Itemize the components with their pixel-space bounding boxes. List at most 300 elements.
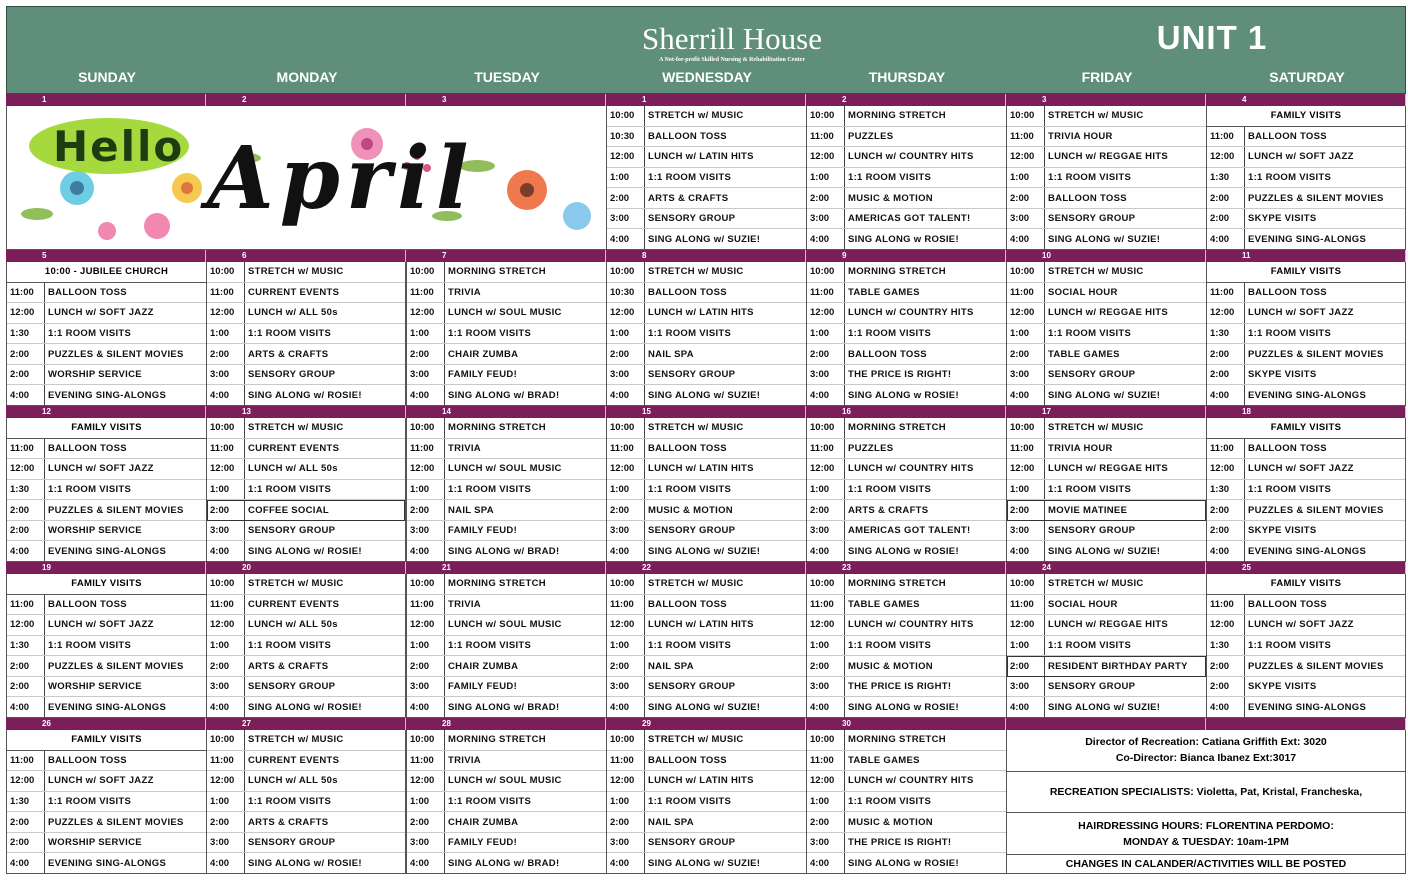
facility-title: Sherrill House xyxy=(642,21,822,56)
activity-row xyxy=(1207,283,1405,304)
activity-row xyxy=(407,697,606,717)
activity-row xyxy=(207,324,405,345)
activity-time: 1:30 xyxy=(7,636,45,656)
day-header-wednesday: WEDNESDAY xyxy=(662,69,752,85)
activity-name: SING ALONG w ROSIE! xyxy=(848,389,959,401)
activity-name: LUNCH w/ LATIN HITS xyxy=(648,307,754,319)
activity-name: MUSIC & MOTION xyxy=(648,504,733,516)
activity-time: 2:00 xyxy=(407,656,445,676)
activity-row xyxy=(407,283,606,304)
date-number: 22 xyxy=(606,562,806,574)
activity-row xyxy=(1207,147,1405,168)
activity-name: SING ALONG w/ BRAD! xyxy=(448,701,560,713)
activity-row xyxy=(7,636,206,657)
activity-name: LUNCH w/ SOUL MUSIC xyxy=(448,307,562,319)
activity-time: 10:00 xyxy=(1007,574,1045,594)
activity-time: 10:00 xyxy=(407,730,445,750)
activity-time: 1:00 xyxy=(607,636,645,656)
day-cell xyxy=(1006,106,1206,250)
activity-name: AMERICAS GOT TALENT! xyxy=(848,213,971,225)
activity-name: BALLOON TOSS xyxy=(648,130,727,142)
activity-name: MORNING STRETCH xyxy=(848,422,946,434)
day-header-activity: FAMILY VISITS xyxy=(1207,262,1405,283)
activity-row xyxy=(807,541,1006,561)
activity-name: FAMILY FEUD! xyxy=(448,369,518,381)
date-number: 4 xyxy=(1206,94,1406,106)
activity-row xyxy=(407,771,606,792)
activity-name: 1:1 ROOM VISITS xyxy=(1248,640,1332,652)
activity-row xyxy=(7,656,206,677)
activity-row xyxy=(207,439,405,460)
activity-time: 11:00 xyxy=(807,283,845,303)
activity-name: LUNCH w/ SOFT JAZZ xyxy=(1248,307,1354,319)
activity-name: STRETCH w/ MUSIC xyxy=(1048,578,1144,590)
activity-row xyxy=(7,541,206,561)
day-cell xyxy=(806,574,1006,718)
activity-time: 11:00 xyxy=(1207,595,1245,615)
activity-row xyxy=(607,303,806,324)
activity-row xyxy=(207,812,405,833)
activity-name: SENSORY GROUP xyxy=(648,525,736,537)
activity-time: 12:00 xyxy=(407,303,445,323)
activity-time: 10:00 xyxy=(807,106,845,126)
activity-time: 11:00 xyxy=(407,751,445,771)
activity-time: 12:00 xyxy=(607,147,645,167)
activity-row xyxy=(1007,385,1206,405)
activity-name: 1:1 ROOM VISITS xyxy=(1248,172,1332,184)
activity-name: NAIL SPA xyxy=(648,660,694,672)
activity-row xyxy=(607,812,806,833)
activity-name: TABLE GAMES xyxy=(848,754,920,766)
activity-name: LUNCH w/ ALL 50s xyxy=(248,463,338,475)
activity-time: 4:00 xyxy=(7,541,45,561)
facility-subtitle: A Not-for-profit Skilled Nursing & Rehabilitation Center xyxy=(659,57,805,63)
activity-name: BALLOON TOSS xyxy=(1248,598,1327,610)
activity-time: 1:00 xyxy=(607,324,645,344)
activity-time: 4:00 xyxy=(407,853,445,873)
activity-time: 4:00 xyxy=(207,385,245,405)
director-line: Director of Recreation: Catiana Griffith Ext: 3020 xyxy=(1085,736,1327,749)
activity-name: THE PRICE IS RIGHT! xyxy=(848,837,952,849)
activity-row xyxy=(607,853,806,873)
day-cell xyxy=(406,418,606,562)
activity-time: 1:00 xyxy=(407,480,445,500)
day-cell xyxy=(1006,574,1206,718)
activity-time: 11:00 xyxy=(7,751,45,771)
activity-time: 3:00 xyxy=(407,677,445,697)
activity-time: 10:00 xyxy=(607,730,645,750)
activity-time: 3:00 xyxy=(607,677,645,697)
activity-row xyxy=(1207,500,1405,521)
activity-row xyxy=(1207,595,1405,616)
date-number: 8 xyxy=(606,250,806,262)
activity-row xyxy=(807,677,1006,698)
date-number: 20 xyxy=(206,562,406,574)
day-header-activity: FAMILY VISITS xyxy=(7,730,206,751)
activity-row xyxy=(407,541,606,561)
activity-row xyxy=(1007,262,1206,283)
activity-name: FAMILY FEUD! xyxy=(448,681,518,693)
activity-time: 1:00 xyxy=(407,792,445,812)
activity-name: SENSORY GROUP xyxy=(248,369,336,381)
activity-row xyxy=(207,697,405,717)
activity-name: MORNING STRETCH xyxy=(848,734,946,746)
activity-row xyxy=(207,480,405,501)
activity-name: MORNING STRETCH xyxy=(848,578,946,590)
activity-name: 1:1 ROOM VISITS xyxy=(848,172,932,184)
activity-name: 1:1 ROOM VISITS xyxy=(448,796,532,808)
activity-name: WORSHIP SERVICE xyxy=(48,525,142,537)
activity-name: PUZZLES & SILENT MOVIES xyxy=(1248,504,1384,516)
activity-time: 1:00 xyxy=(807,636,845,656)
activity-row xyxy=(1207,656,1405,677)
activity-time: 10:00 xyxy=(207,730,245,750)
activity-time: 11:00 xyxy=(7,595,45,615)
activity-row xyxy=(407,385,606,405)
date-number: 17 xyxy=(1006,406,1206,418)
activity-time: 1:00 xyxy=(607,792,645,812)
activity-row xyxy=(207,385,405,405)
hello-text: Hello xyxy=(53,122,185,171)
activity-time: 2:00 xyxy=(7,365,45,385)
activity-row xyxy=(1007,480,1206,501)
activity-time: 4:00 xyxy=(1207,229,1245,249)
date-number: 30 xyxy=(806,718,1006,730)
activity-name: BALLOON TOSS xyxy=(648,286,727,298)
activity-time: 4:00 xyxy=(607,385,645,405)
activity-name: 1:1 ROOM VISITS xyxy=(248,484,332,496)
info-panel xyxy=(1006,730,1406,874)
activity-row xyxy=(407,262,606,283)
activity-time: 11:00 xyxy=(407,595,445,615)
activity-time: 3:00 xyxy=(1007,521,1045,541)
activity-name: EVENING SING-ALONGS xyxy=(48,545,167,557)
activity-name: LUNCH w/ COUNTRY HITS xyxy=(848,619,974,631)
activity-time: 12:00 xyxy=(1207,459,1245,479)
activity-name: 1:1 ROOM VISITS xyxy=(648,172,732,184)
activity-name: EVENING SING-ALONGS xyxy=(1248,389,1367,401)
activity-time: 11:00 xyxy=(207,751,245,771)
activity-name: 1:1 ROOM VISITS xyxy=(648,328,732,340)
day-header-tuesday: TUESDAY xyxy=(474,69,540,85)
activity-row xyxy=(807,853,1006,873)
activity-name: 1:1 ROOM VISITS xyxy=(848,484,932,496)
activity-name: COFFEE SOCIAL xyxy=(248,504,329,516)
activity-time: 1:00 xyxy=(207,324,245,344)
activity-row xyxy=(407,730,606,751)
activity-time: 2:00 xyxy=(207,344,245,364)
activity-name: BALLOON TOSS xyxy=(1048,192,1127,204)
activity-row xyxy=(607,168,806,189)
activity-time: 2:00 xyxy=(7,677,45,697)
activity-time: 12:00 xyxy=(1007,147,1045,167)
day-cell xyxy=(406,262,606,406)
activity-row xyxy=(607,792,806,813)
activity-time: 10:00 xyxy=(807,730,845,750)
activity-row xyxy=(207,459,405,480)
activity-time: 2:00 xyxy=(7,656,45,676)
activity-row xyxy=(7,615,206,636)
activity-row xyxy=(607,262,806,283)
activity-time: 12:00 xyxy=(807,615,845,635)
date-number: 2 xyxy=(206,94,406,106)
activity-name: PUZZLES & SILENT MOVIES xyxy=(48,348,184,360)
activity-time: 4:00 xyxy=(1207,541,1245,561)
activity-name: SKYPE VISITS xyxy=(1248,525,1317,537)
activity-time: 11:00 xyxy=(1207,127,1245,147)
activity-name: 1:1 ROOM VISITS xyxy=(448,484,532,496)
hairdressing-block xyxy=(1007,813,1405,855)
activity-row xyxy=(1007,209,1206,230)
activity-name: CURRENT EVENTS xyxy=(248,598,340,610)
activity-row xyxy=(407,636,606,657)
activity-row xyxy=(1007,500,1206,521)
activity-name: 1:1 ROOM VISITS xyxy=(1248,328,1332,340)
activity-row xyxy=(607,209,806,230)
activity-row xyxy=(807,147,1006,168)
activity-row xyxy=(7,344,206,365)
activity-row xyxy=(207,636,405,657)
day-cell xyxy=(606,262,806,406)
activity-time: 3:00 xyxy=(207,521,245,541)
activity-name: MUSIC & MOTION xyxy=(848,660,933,672)
activity-name: BALLOON TOSS xyxy=(48,754,127,766)
activity-name: BALLOON TOSS xyxy=(48,598,127,610)
activity-time: 11:00 xyxy=(7,283,45,303)
day-cell xyxy=(406,574,606,718)
activity-row xyxy=(207,521,405,542)
activity-name: PUZZLES & SILENT MOVIES xyxy=(1248,348,1384,360)
activity-time: 1:00 xyxy=(807,792,845,812)
activity-row xyxy=(807,168,1006,189)
activity-name: MORNING STRETCH xyxy=(448,266,546,278)
activity-time: 2:00 xyxy=(607,344,645,364)
activity-name: 1:1 ROOM VISITS xyxy=(848,328,932,340)
activity-row xyxy=(1207,229,1405,249)
date-number: 15 xyxy=(606,406,806,418)
activity-name: 1:1 ROOM VISITS xyxy=(48,484,132,496)
activity-row xyxy=(607,439,806,460)
activity-row xyxy=(807,229,1006,249)
activity-time: 2:00 xyxy=(407,812,445,832)
activity-time: 3:00 xyxy=(207,677,245,697)
activity-time: 11:00 xyxy=(807,751,845,771)
activity-row xyxy=(607,459,806,480)
activity-time: 1:00 xyxy=(207,636,245,656)
activity-name: BALLOON TOSS xyxy=(848,348,927,360)
activity-name: SKYPE VISITS xyxy=(1248,681,1317,693)
activity-time: 4:00 xyxy=(407,385,445,405)
activity-row xyxy=(807,385,1006,405)
activity-name: EVENING SING-ALONGS xyxy=(48,701,167,713)
activity-name: STRETCH w/ MUSIC xyxy=(648,266,744,278)
activity-row xyxy=(1207,385,1405,405)
activity-time: 2:00 xyxy=(807,344,845,364)
activity-row xyxy=(807,730,1006,751)
activity-time: 4:00 xyxy=(1207,697,1245,717)
date-number: 5 xyxy=(6,250,206,262)
activity-name: LUNCH w/ SOFT JAZZ xyxy=(48,463,154,475)
activity-time: 4:00 xyxy=(807,541,845,561)
activity-name: TRIVIA HOUR xyxy=(1048,442,1113,454)
activity-name: SING ALONG w/ BRAD! xyxy=(448,545,560,557)
day-cell xyxy=(206,262,406,406)
activity-row xyxy=(607,697,806,717)
day-cell xyxy=(6,262,206,406)
activity-name: 1:1 ROOM VISITS xyxy=(848,640,932,652)
activity-row xyxy=(407,751,606,772)
activity-row xyxy=(1007,147,1206,168)
activity-name: WORSHIP SERVICE xyxy=(48,837,142,849)
activity-name: SENSORY GROUP xyxy=(1048,681,1136,693)
date-number: 18 xyxy=(1206,406,1406,418)
activity-row xyxy=(7,283,206,304)
activity-row xyxy=(1207,439,1405,460)
unit-label: UNIT 1 xyxy=(1156,19,1268,56)
activity-row xyxy=(807,574,1006,595)
activity-row xyxy=(807,344,1006,365)
activity-time: 2:00 xyxy=(607,500,645,520)
date-number: 13 xyxy=(206,406,406,418)
activity-row xyxy=(807,812,1006,833)
activity-name: 1:1 ROOM VISITS xyxy=(48,328,132,340)
activity-row xyxy=(807,656,1006,677)
activity-row xyxy=(1007,303,1206,324)
activity-row xyxy=(407,439,606,460)
activity-name: PUZZLES xyxy=(848,442,894,454)
activity-name: TRIVIA HOUR xyxy=(1048,130,1113,142)
activity-time: 3:00 xyxy=(1007,365,1045,385)
activity-time: 12:00 xyxy=(1007,615,1045,635)
activity-time: 12:00 xyxy=(407,459,445,479)
changes-notice xyxy=(1007,855,1405,873)
activity-name: SING ALONG w/ SUZIE! xyxy=(1048,389,1161,401)
date-number: 14 xyxy=(406,406,606,418)
day-cell xyxy=(806,106,1006,250)
activity-name: BALLOON TOSS xyxy=(648,598,727,610)
activity-name: STRETCH w/ MUSIC xyxy=(248,422,344,434)
day-cell xyxy=(606,418,806,562)
activity-name: STRETCH w/ MUSIC xyxy=(1048,266,1144,278)
activity-time: 11:00 xyxy=(207,595,245,615)
activity-row xyxy=(607,677,806,698)
activity-name: STRETCH w/ MUSIC xyxy=(648,110,744,122)
activity-name: 1:1 ROOM VISITS xyxy=(448,328,532,340)
activity-row xyxy=(807,697,1006,717)
activity-time: 10:00 xyxy=(207,574,245,594)
activity-name: PUZZLES & SILENT MOVIES xyxy=(48,660,184,672)
activity-time: 2:00 xyxy=(1207,344,1245,364)
activity-name: STRETCH w/ MUSIC xyxy=(248,578,344,590)
activity-name: RESIDENT BIRTHDAY PARTY xyxy=(1048,660,1188,672)
activity-time: 1:00 xyxy=(807,324,845,344)
activity-time: 3:00 xyxy=(407,521,445,541)
activity-time: 1:30 xyxy=(7,792,45,812)
day-header-sunday: SUNDAY xyxy=(78,69,136,85)
day-cell xyxy=(1006,262,1206,406)
activity-row xyxy=(807,324,1006,345)
activity-row xyxy=(207,751,405,772)
activity-row xyxy=(1007,574,1206,595)
date-number: 1 xyxy=(6,94,206,106)
activity-row xyxy=(1007,595,1206,616)
activity-time: 1:30 xyxy=(7,480,45,500)
activity-name: EVENING SING-ALONGS xyxy=(1248,545,1367,557)
activity-row xyxy=(607,418,806,439)
activity-name: CURRENT EVENTS xyxy=(248,442,340,454)
activity-time: 12:00 xyxy=(7,771,45,791)
activity-time: 4:00 xyxy=(1007,697,1045,717)
activity-time: 4:00 xyxy=(407,697,445,717)
activity-name: EVENING SING-ALONGS xyxy=(48,389,167,401)
activity-time: 4:00 xyxy=(407,541,445,561)
activity-time: 1:30 xyxy=(1207,168,1245,188)
activity-name: LUNCH w/ COUNTRY HITS xyxy=(848,307,974,319)
activity-name: 1:1 ROOM VISITS xyxy=(848,796,932,808)
date-number: 10 xyxy=(1006,250,1206,262)
day-header-activity: FAMILY VISITS xyxy=(1207,418,1405,439)
activity-time: 3:00 xyxy=(1007,677,1045,697)
activity-name: LUNCH w/ SOFT JAZZ xyxy=(48,307,154,319)
activity-time: 2:00 xyxy=(1207,209,1245,229)
activity-time: 3:00 xyxy=(607,833,645,853)
activity-name: LUNCH w/ COUNTRY HITS xyxy=(848,775,974,787)
activity-time: 12:00 xyxy=(1207,147,1245,167)
activity-row xyxy=(1007,521,1206,542)
activity-row xyxy=(1007,127,1206,148)
activity-time: 4:00 xyxy=(807,229,845,249)
activity-row xyxy=(407,303,606,324)
activity-row xyxy=(407,812,606,833)
activity-time: 2:00 xyxy=(807,500,845,520)
day-cell xyxy=(206,730,406,874)
activity-time: 10:00 xyxy=(207,262,245,282)
activity-row xyxy=(807,595,1006,616)
activity-time: 2:00 xyxy=(407,500,445,520)
activity-time: 2:00 xyxy=(407,344,445,364)
activity-name: LUNCH w/ LATIN HITS xyxy=(648,151,754,163)
activity-name: LUNCH w/ SOUL MUSIC xyxy=(448,463,562,475)
activity-name: TABLE GAMES xyxy=(848,598,920,610)
activity-row xyxy=(807,792,1006,813)
activity-name: LUNCH w/ ALL 50s xyxy=(248,619,338,631)
calendar-header xyxy=(6,6,1406,94)
activity-row xyxy=(807,521,1006,542)
activity-name: LUNCH w/ SOUL MUSIC xyxy=(448,619,562,631)
activity-time: 4:00 xyxy=(7,853,45,873)
activity-name: LUNCH w/ SOFT JAZZ xyxy=(1248,463,1354,475)
activity-name: 1:1 ROOM VISITS xyxy=(448,640,532,652)
activity-time: 12:00 xyxy=(607,771,645,791)
activity-row xyxy=(807,262,1006,283)
activity-time: 1:00 xyxy=(807,480,845,500)
activity-time: 10:00 xyxy=(407,418,445,438)
activity-time: 1:00 xyxy=(607,480,645,500)
activity-row xyxy=(807,833,1006,854)
activity-row xyxy=(807,751,1006,772)
activity-row xyxy=(607,229,806,249)
date-number: 24 xyxy=(1006,562,1206,574)
activity-row xyxy=(1007,439,1206,460)
activity-row xyxy=(607,595,806,616)
activity-time: 4:00 xyxy=(207,697,245,717)
activity-time: 12:00 xyxy=(407,771,445,791)
day-header-thursday: THURSDAY xyxy=(868,69,946,85)
activity-row xyxy=(7,697,206,717)
day-cell xyxy=(606,730,806,874)
activity-time: 12:00 xyxy=(1007,459,1045,479)
activity-time: 2:00 xyxy=(1007,656,1045,676)
